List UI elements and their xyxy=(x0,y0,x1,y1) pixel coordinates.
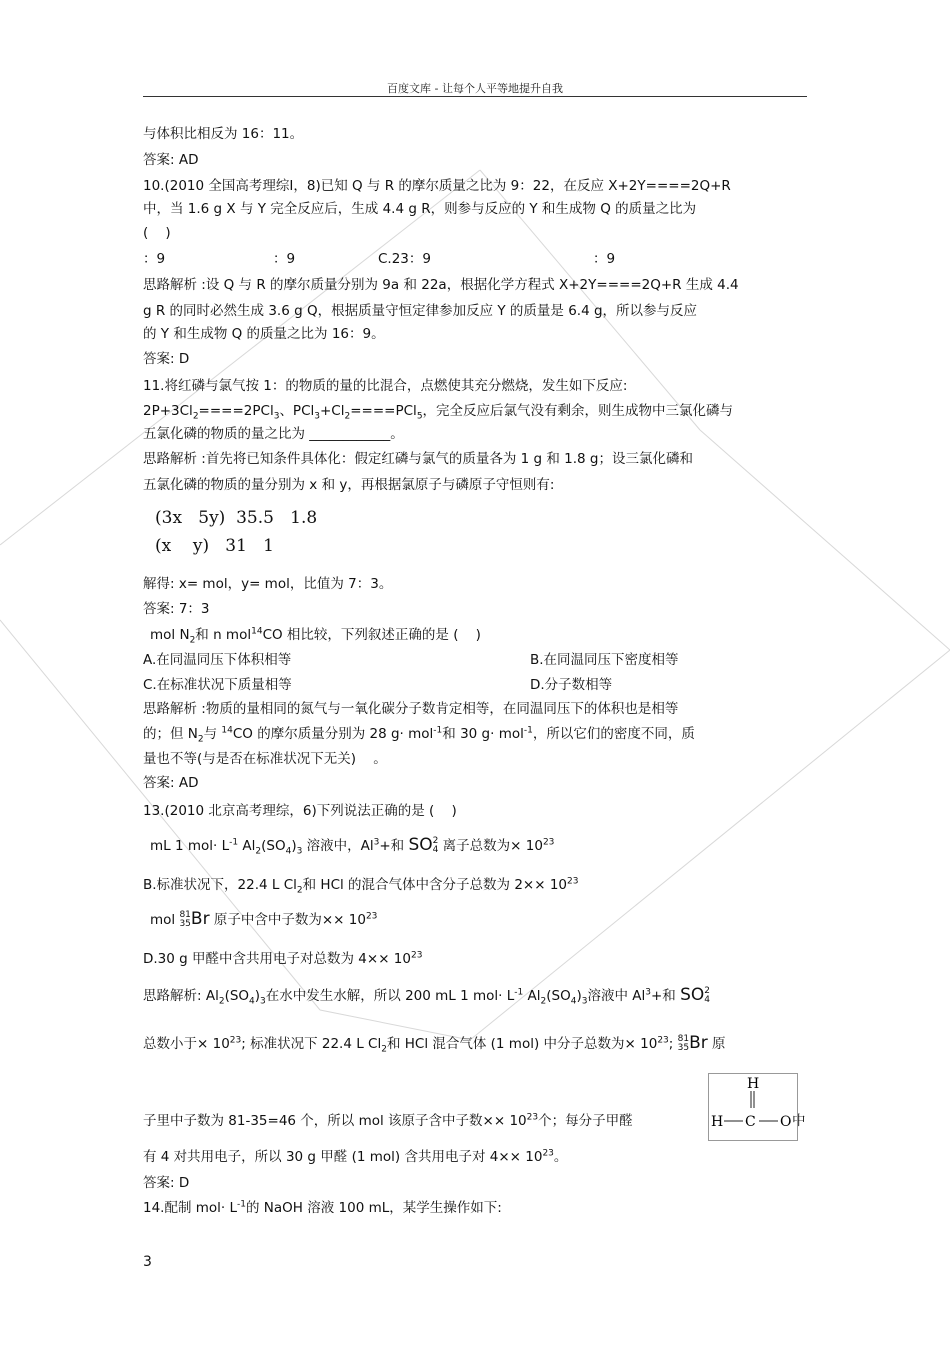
question-10-line: 10.(2010 全国高考理综Ⅰ，8)已知 Q 与 R 的摩尔质量之比为 9：22，在反应 X+2Y====2Q+R xyxy=(143,178,731,194)
answer-line: 答案: D xyxy=(143,1175,190,1191)
answer-line: 答案: 7：3 xyxy=(143,601,210,617)
analysis-line: 总数小于× $10^{23}$; 标准状况下 22.4 L $Cl_2$和 HCl 混合气体 (1 mol) 中分子总数为× $10^{23}$; 81 35Br 原 xyxy=(143,1033,726,1055)
equation-2: (x y) 31 1 xyxy=(155,536,274,556)
option-a: mL 1 $mol\cdot L^{-1}$ $Al_2(SO_4)_3$ 溶液中，$Al^3+$和 SO2 4 离子总数为× $10^{23}$ xyxy=(150,835,555,857)
option-d: D.30 g 甲醛中含共用电子对总数为 $4\times\times 10^{23}$ xyxy=(143,950,423,967)
solution-line: 解得: x= mol，y= mol，比值为 7：3。 xyxy=(143,576,393,592)
formaldehyde-h-left: H xyxy=(711,1114,724,1130)
question-14-line: 14.配制 $mol\cdot L^{-1}$的 NaOH 溶液 100 mL，某学生操作如下: xyxy=(143,1199,502,1216)
page-header: 百度文库 - 让每个人平等地提升自我 xyxy=(387,82,563,95)
question-11-equation: $2P+3Cl_2====2PCl_3$、$PCl_3+Cl_2====PCl_5$，完全反应后氯气没有剩余，则生成物中三氯化磷与 xyxy=(143,403,734,422)
analysis-line: 子里中子数为 81-35=46 个，所以 mol 该原子含中子数×× $10^{23}$个；每分子甲醛 xyxy=(143,1112,633,1129)
formaldehyde-structure xyxy=(708,1073,798,1141)
header-rule xyxy=(143,96,807,97)
analysis-line: 的；但 $N_2$与 $^{14}$CO 的摩尔质量分别为 28 g· mol$^{-1}$和 30 g· mol$^{-1}$，所以它们的密度不同，质 xyxy=(143,725,695,745)
option-b: ：9 xyxy=(273,251,296,267)
option-a: ：9 xyxy=(143,251,166,267)
analysis-line: 有 4 对共用电子，所以 30 g 甲醛 (1 mol) 含共用电子对 $4\times\times 10^{23}$。 xyxy=(143,1148,568,1165)
question-12-line: mol $N_2$和 n mol$^{14}$CO 相比较，下列叙述正确的是 ( ) xyxy=(150,626,481,646)
formaldehyde-o: O xyxy=(780,1114,792,1130)
page-number: 3 xyxy=(143,1254,152,1270)
analysis-line: 思路解析 :首先将已知条件具体化：假定红磷与氯气的质量各为 1 g 和 1.8 g；设三氯化磷和 xyxy=(143,451,693,467)
option-d: ：9 xyxy=(593,251,616,267)
question-10-blank: ( ) xyxy=(143,225,171,241)
answer-line: 答案: AD xyxy=(143,152,199,168)
analysis-line: 的 Y 和生成物 Q 的质量之比为 16：9。 xyxy=(143,326,385,342)
text-line: 与体积比相反为 16：11。 xyxy=(143,126,304,142)
option-b: B.在同温同压下密度相等 xyxy=(530,652,679,668)
answer-line: 答案: AD xyxy=(143,775,199,791)
analysis-line: 思路解析 :设 Q 与 R 的摩尔质量分别为 9a 和 22a，根据化学方程式 X+2Y====2Q+R 生成 4.4 xyxy=(143,277,739,293)
option-c: C.23：9 xyxy=(378,251,431,267)
formaldehyde-h-top: H xyxy=(747,1076,760,1092)
option-c: mol 81 35Br 原子中含中子数为×× $10^{23}$ xyxy=(150,909,378,929)
option-d: D.分子数相等 xyxy=(530,677,613,693)
option-a: A.在同温同压下体积相等 xyxy=(143,652,292,668)
question-13-line: 13.(2010 北京高考理综，6)下列说法正确的是 ( ) xyxy=(143,803,457,819)
equation-1: (3x 5y) 35.5 1.8 xyxy=(155,508,318,528)
analysis-line: 量也不等(与是否在标准状况下无关) 。 xyxy=(143,751,387,767)
option-c: C.在标准状况下质量相等 xyxy=(143,677,292,693)
question-11-line: 五氯化磷的物质的量之比为 ____________。 xyxy=(143,426,404,442)
formaldehyde-c: C xyxy=(745,1114,756,1130)
option-b: B.标准状况下，22.4 L $Cl_2$和 HCl 的混合气体中含分子总数为 $2\times\times 10^{23}$ xyxy=(143,876,579,896)
formaldehyde-structure-drawing xyxy=(709,1074,797,1140)
analysis-line-end: 中 xyxy=(792,1113,806,1129)
question-10-line: 中，当 1.6 g X 与 Y 完全反应后，生成 4.4 g R，则参与反应的 Y 和生成物 Q 的质量之比为 xyxy=(143,201,697,217)
analysis-line: 思路解析 :物质的量相同的氮气与一氧化碳分子数肯定相等，在同温同压下的体积也是相等 xyxy=(143,701,679,717)
analysis-line: 五氯化磷的物质的量分别为 x 和 y，再根据氯原子与磷原子守恒则有: xyxy=(143,477,555,493)
answer-line: 答案: D xyxy=(143,351,190,367)
analysis-line: g R 的同时必然生成 3.6 g Q，根据质量守恒定律参加反应 Y 的质量是 6.4 g，所以参与反应 xyxy=(143,303,698,319)
question-11-line: 11.将红磷与氯气按 1：的物质的量的比混合，点燃使其充分燃烧，发生如下反应: xyxy=(143,378,628,394)
analysis-line: 思路解析: $Al_2(SO_4)_3$在水中发生水解，所以 200 mL 1 $mol\cdot L^{-1}$ $Al_2(SO_4)_3$溶液中 $Al^3+$和 SO2 4 xyxy=(143,985,710,1007)
